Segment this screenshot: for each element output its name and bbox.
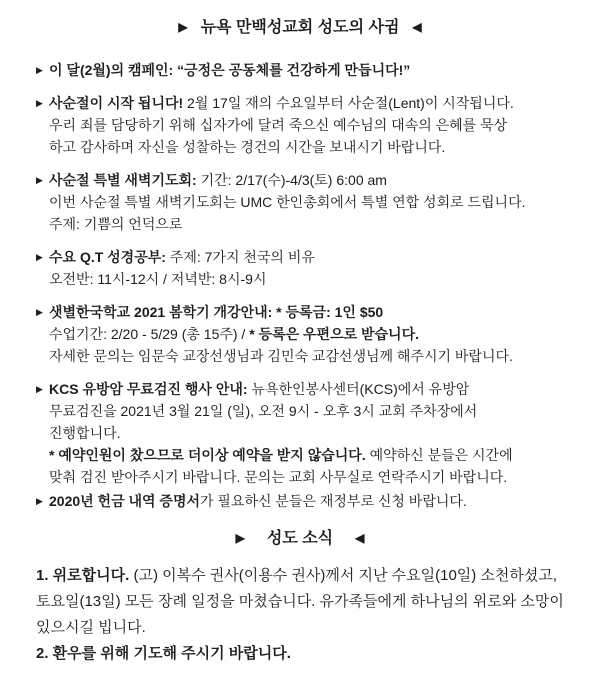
- text-line: [49, 268, 592, 290]
- text-segment: 이번 사순절 특별 새벽기도회는 UMC 한인총회에서 특별 연합 성회로 드립니다.: [49, 194, 526, 210]
- text-line: [36, 615, 592, 641]
- text-line: [49, 490, 592, 512]
- text-line: [49, 191, 592, 213]
- bullet-triangle-icon: ▶: [36, 175, 43, 185]
- text-line: [49, 301, 592, 323]
- text-segment: 무료검진을 2021년 3월 21일 (일), 오전 9시 - 오후 3시 교회 주차장에서: [49, 403, 478, 419]
- text-line: [49, 114, 592, 136]
- bullet-triangle-icon: ▶: [36, 252, 43, 262]
- announcement-text: [49, 92, 592, 158]
- bullet-triangle-icon: ▶: [36, 496, 43, 506]
- text-segment: 사순절이 시작 됩니다!: [49, 95, 184, 111]
- text-segment: 2020년 헌금 내역 증명서: [49, 493, 201, 509]
- text-line: [36, 589, 592, 615]
- text-segment: 있으시길 빕니다.: [36, 619, 146, 636]
- text-segment: 수요 Q.T 성경공부:: [49, 249, 166, 265]
- text-line: [49, 444, 592, 466]
- text-segment: 2. 환우를 위해 기도해 주시기 바랍니다.: [36, 645, 291, 662]
- text-segment: 토요일(13일) 모든 장례 일정을 마쳤습니다. 유가족들에게 하나님의 위로와 소망이: [36, 593, 564, 610]
- fellowship-title: 뉴욕 만백성교회 성도의 사귐: [200, 19, 400, 36]
- text-segment: 주제: 7가지 천국의 비유: [165, 249, 315, 265]
- text-segment: 주제: 기쁨의 언덕으로: [49, 216, 183, 232]
- text-segment: 우리 죄를 담당하기 위해 십자가에 달려 죽으신 예수님의 대속의 은혜를 묵상: [49, 117, 508, 133]
- announcement-text: [49, 59, 592, 81]
- text-segment: 뉴욕한인봉사센터(KCS)에서 유방암: [247, 381, 470, 397]
- text-line: [49, 400, 592, 422]
- text-line: [49, 246, 592, 268]
- announcements-list: [36, 59, 592, 512]
- announcement-item: [36, 490, 592, 512]
- announcement-item: [36, 59, 592, 81]
- text-segment: 이 달(2월)의 캠페인: “긍정은 공동체를 건강하게 만듭니다!”: [49, 62, 411, 78]
- left-triangle-icon: ◀: [412, 20, 422, 34]
- text-segment: 오전반: 11시-12시 / 저녁반: 8시-9시: [49, 271, 267, 287]
- text-segment: 수업기간: 2/20 - 5/29 (총 15주) /: [49, 326, 250, 342]
- text-line: [49, 323, 592, 345]
- text-segment: KCS 유방암 무료검진 행사 안내:: [49, 381, 248, 397]
- news-section-header: [0, 527, 600, 550]
- text-line: [49, 378, 592, 400]
- text-line: [49, 213, 592, 235]
- text-segment: 기간: 2/17(수)-4/3(토) 6:00 am: [196, 172, 387, 188]
- text-segment: 가 필요하신 분들은 재정부로 신청 바랍니다.: [200, 493, 467, 509]
- bullet-triangle-icon: ▶: [36, 307, 43, 317]
- text-line: [36, 641, 592, 667]
- text-line: [49, 422, 592, 444]
- announcement-item: [36, 378, 592, 488]
- announcement-text: [49, 246, 592, 290]
- text-segment: 2월 17일 재의 수요일부터 사순절(Lent)이 시작됩니다.: [183, 95, 514, 111]
- text-line: [49, 345, 592, 367]
- announcement-text: [49, 169, 592, 235]
- announcement-item: [36, 301, 592, 367]
- text-segment: 1. 위로합니다.: [36, 567, 130, 584]
- text-segment: 샛별한국학교 2021 봄학기 개강안내: * 등록금: 1인 $50: [49, 304, 384, 320]
- fellowship-section-header: [0, 16, 600, 39]
- right-triangle-icon: ▶: [178, 20, 188, 34]
- text-segment: 자세한 문의는 임문숙 교장선생님과 김민숙 교감선생님께 해주시기 바랍니다.: [49, 348, 513, 364]
- text-line: [49, 466, 592, 488]
- text-line: [49, 136, 592, 158]
- text-segment: 사순절 특별 새벽기도회:: [49, 172, 197, 188]
- text-segment: 하고 감사하며 자신을 성찰하는 경건의 시간을 보내시기 바랍니다.: [49, 139, 446, 155]
- left-triangle-icon: ◀: [355, 531, 365, 545]
- bullet-triangle-icon: ▶: [36, 384, 43, 394]
- news-title: 성도 소식: [266, 530, 334, 547]
- announcement-item: [36, 92, 592, 158]
- announcement-item: [36, 169, 592, 235]
- text-line: [49, 59, 592, 81]
- text-segment: 진행합니다.: [49, 425, 121, 441]
- text-segment: 예약하신 분들은 시간에: [365, 447, 513, 463]
- text-segment: * 등록은 우편으로 받습니다.: [249, 326, 419, 342]
- announcement-text: [49, 301, 592, 367]
- text-line: [36, 563, 592, 589]
- text-segment: * 예약인원이 찼으므로 더이상 예약을 받지 않습니다.: [49, 447, 366, 463]
- bullet-triangle-icon: ▶: [36, 98, 43, 108]
- text-line: [49, 92, 592, 114]
- bullet-triangle-icon: ▶: [36, 65, 43, 75]
- text-segment: (고) 이복수 권사(이용수 권사)께서 지난 수요일(10일) 소천하셨고,: [129, 567, 558, 584]
- announcement-item: [36, 246, 592, 290]
- text-segment: 맞춰 검진 받아주시기 바랍니다. 문의는 교회 사무실로 연락주시기 바랍니다.: [49, 469, 508, 485]
- announcement-text: [49, 490, 592, 512]
- right-triangle-icon: ▶: [235, 531, 245, 545]
- news-body: [36, 563, 592, 667]
- text-line: [49, 169, 592, 191]
- announcement-text: [49, 378, 592, 488]
